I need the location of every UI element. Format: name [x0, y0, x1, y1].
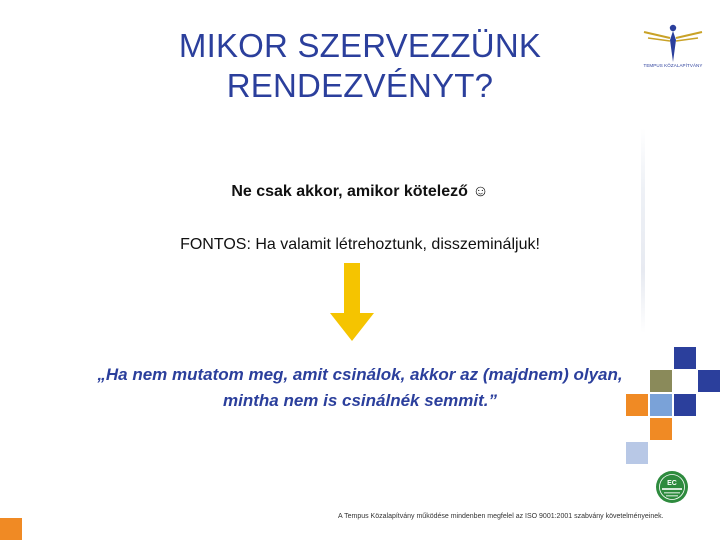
decor-square — [674, 394, 696, 416]
decor-square — [650, 418, 672, 440]
slide-title-line-1: MIKOR SZERVEZZÜNK — [178, 27, 542, 64]
slide-title-line-2: RENDEZVÉNYT? — [226, 67, 494, 104]
corner-decor — [0, 518, 22, 540]
quote — [40, 362, 680, 414]
decor-square — [626, 394, 648, 416]
slide-title — [120, 26, 600, 106]
footer-text: A Tempus Közalapítvány működése mindenben megfelel az ISO 9001:2001 szabvány követelményeinek. — [338, 513, 664, 520]
quote-line-1: „Ha nem mutatom meg, amit csinálok, akkor az (majdnem) olyan, — [97, 365, 623, 384]
tempus-logo-icon — [640, 18, 706, 66]
certificate-text: EC — [667, 480, 677, 487]
important-note: FONTOS: Ha valamit létrehoztunk, disszemináljuk! — [180, 236, 540, 253]
decor-square — [650, 370, 672, 392]
decor-square — [674, 347, 696, 369]
decor-square — [626, 442, 648, 464]
quote-line-2: mintha nem is csinálnék semmit.” — [223, 391, 497, 410]
decor-square — [650, 394, 672, 416]
iso-certificate-icon — [648, 470, 696, 508]
subtitle: Ne csak akkor, amikor kötelező ☺ — [231, 183, 489, 200]
down-arrow-icon — [330, 263, 374, 341]
logo-text: TEMPUS KÖZALAPÍTVÁNY — [643, 63, 703, 68]
decor-square — [698, 370, 720, 392]
side-divider — [641, 128, 645, 333]
